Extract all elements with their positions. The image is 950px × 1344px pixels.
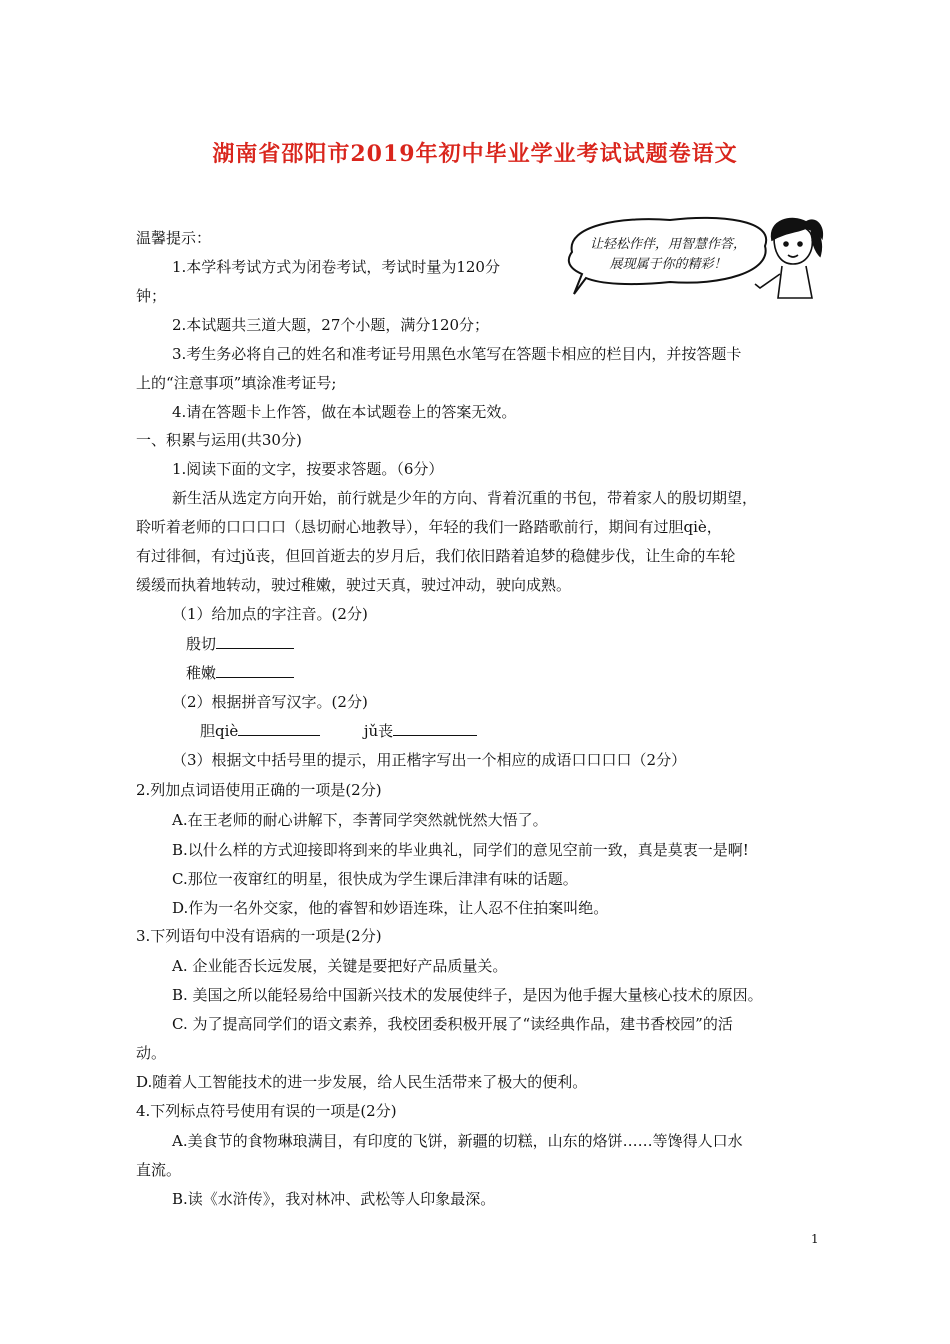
option: A.美食节的食物琳琅满目，有印度的飞饼，新疆的切糕，山东的烙饼……等馋得人口水 xyxy=(172,1132,743,1150)
notice-item: 上的“注意事项”填涂准考证号; xyxy=(136,374,337,392)
answer-blank[interactable] xyxy=(216,663,294,678)
speech-bubble-shape xyxy=(569,218,766,294)
sub-question: （2）根据拼音写汉字。(2分) xyxy=(172,693,368,711)
notice-item: 1.本学科考试方式为闭卷考试，考试时量为120分 xyxy=(172,258,500,276)
passage-line: 缓缓而执着地转动，驶过稚嫩，驶过天真，驶过冲动，驶向成熟。 xyxy=(136,576,572,594)
option: C. 为了提高同学们的语文素养，我校团委积极开展了“读经典作品，建书香校园”的活 xyxy=(172,1015,733,1033)
bubble-text-line1: 让轻松作伴，用智慧作答， xyxy=(589,237,747,252)
page-number: 1 xyxy=(811,1232,819,1246)
option: C.那位一夜窜红的明星，很快成为学生课后津津有味的话题。 xyxy=(172,870,578,888)
answer-blank[interactable] xyxy=(393,721,477,736)
girl-figure xyxy=(755,219,822,298)
pinyin-word: jǔ丧 xyxy=(363,722,394,740)
option: B.以什么样的方式迎接即将到来的毕业典礼，同学们的意见空前一致，真是莫衷一是啊! xyxy=(172,841,749,859)
notice-item: 3.考生务必将自己的姓名和准考证号用黑色水笔写在答题卡相应的栏目内，并按答题卡 xyxy=(172,345,742,363)
bubble-text-line2: 展现属于你的精彩！ xyxy=(609,257,727,272)
passage-line: 有过徘徊，有过jǔ丧，但回首逝去的岁月后，我们依旧踏着追梦的稳健步伐，让生命的车轮 xyxy=(136,547,736,565)
option: D.随着人工智能技术的进一步发展，给人民生活带来了极大的便利。 xyxy=(136,1073,588,1091)
cartoon-girl-illustration xyxy=(560,212,825,304)
passage-line: 聆听着老师的口口口口（恳切耐心地教导），年轻的我们一路踏歌前行，期间有过胆qiè， xyxy=(136,518,722,536)
question-stem: 4.下列标点符号使用有误的一项是(2分) xyxy=(136,1102,397,1120)
option: A. 企业能否长远发展，关键是要把好产品质量关。 xyxy=(172,957,508,975)
notice-item: 2.本试题共三道大题，27个小题，满分120分； xyxy=(172,316,490,334)
notice-heading: 温馨提示： xyxy=(136,229,212,247)
answer-blank[interactable] xyxy=(238,721,320,736)
question-stem: 3.下列语句中没有语病的一项是(2分) xyxy=(136,927,382,945)
option-continued: 直流。 xyxy=(136,1161,182,1179)
sub-question: （1）给加点的字注音。(2分) xyxy=(172,605,368,623)
answer-word: 殷切 xyxy=(186,635,217,653)
notice-item: 钟； xyxy=(136,287,167,305)
answer-line-1 xyxy=(186,634,294,654)
option: B. 美国之所以能轻易给中国新兴技术的发展使绊子，是因为他手握大量核心技术的原因。 xyxy=(172,986,763,1004)
notice-item: 4.请在答题卡上作答，做在本试题卷上的答案无效。 xyxy=(172,403,517,421)
option: A.在王老师的耐心讲解下，李菁同学突然就恍然大悟了。 xyxy=(172,811,548,829)
sub-question: （3）根据文中括号里的提示，用正楷字写出一个相应的成语口口口口（2分） xyxy=(172,751,687,769)
question-stem: 2.列加点词语使用正确的一项是(2分) xyxy=(136,781,382,799)
question-stem: 1.阅读下面的文字，按要求答题。（6分） xyxy=(172,460,444,478)
passage-line: 新生活从选定方向开始，前行就是少年的方向、背着沉重的书包，带着家人的殷切期望， xyxy=(172,489,758,507)
section-heading: 一、积累与运用(共30分) xyxy=(136,431,302,449)
option: D.作为一名外交家，他的睿智和妙语连珠，让人忍不住拍案叫绝。 xyxy=(172,899,609,917)
answer-blank[interactable] xyxy=(216,634,294,649)
answer-line-2 xyxy=(186,663,294,683)
option-continued: 动。 xyxy=(136,1044,167,1062)
answer-word: 稚嫩 xyxy=(186,664,217,682)
page-title: 湖南省邵阳市2019年初中毕业学业考试试题卷语文 xyxy=(212,141,738,167)
pinyin-word: 胆qiè xyxy=(200,722,239,740)
option: B.读《水浒传》，我对林冲、武松等人印象最深。 xyxy=(172,1190,496,1208)
pinyin-line xyxy=(200,721,477,741)
